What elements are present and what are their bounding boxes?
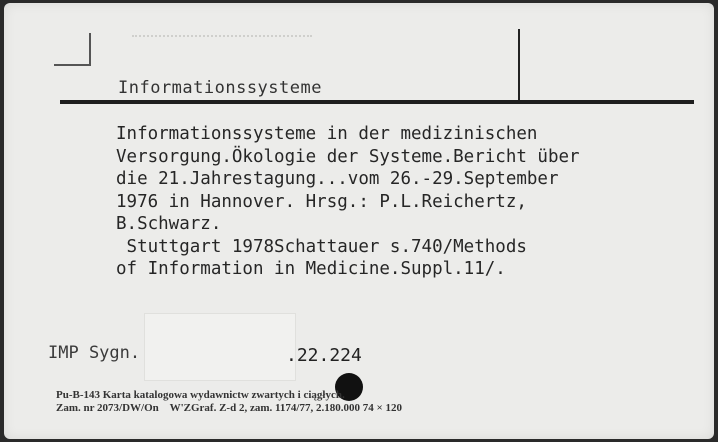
bibliographic-entry xyxy=(116,123,706,281)
entry-line: 1976 in Hannover. Hrsg.: P.L.Reichertz, xyxy=(116,191,527,212)
signature-label: IMP Sygn. xyxy=(48,343,141,363)
card-footer xyxy=(56,389,706,415)
corner-mark-horizontal xyxy=(54,64,91,66)
corner-mark-vertical xyxy=(89,33,91,66)
card-heading: Informationssysteme xyxy=(118,78,322,98)
footer-line: Pu-B-143 Karta katalogowa wydawnictw zwartych i ciągłych. xyxy=(56,389,345,401)
faded-typing xyxy=(132,35,312,45)
entry-line: die 21.Jahrestagung...vom 26.-29.September xyxy=(116,169,559,189)
horizontal-rule xyxy=(60,100,694,104)
entry-line: Stuttgart 1978Schattauer s.740/Methods xyxy=(116,236,527,257)
catalog-card xyxy=(4,3,714,439)
vertical-divider xyxy=(518,29,520,101)
pasted-label xyxy=(144,313,296,381)
entry-line: of Information in Medicine.Suppl.11/. xyxy=(116,259,506,279)
signature-number: .22.224 xyxy=(286,345,362,366)
entry-line: Versorgung.Ökologie der Systeme.Bericht über xyxy=(116,146,580,167)
entry-line: B.Schwarz. xyxy=(116,214,222,234)
entry-line: Informationssysteme in der medizinischen xyxy=(116,124,538,144)
footer-line: Zam. nr 2073/DW/On W'ZGraf. Z-d 2, zam. 1174/77, 2.180.000 74 × 120 xyxy=(56,402,402,414)
